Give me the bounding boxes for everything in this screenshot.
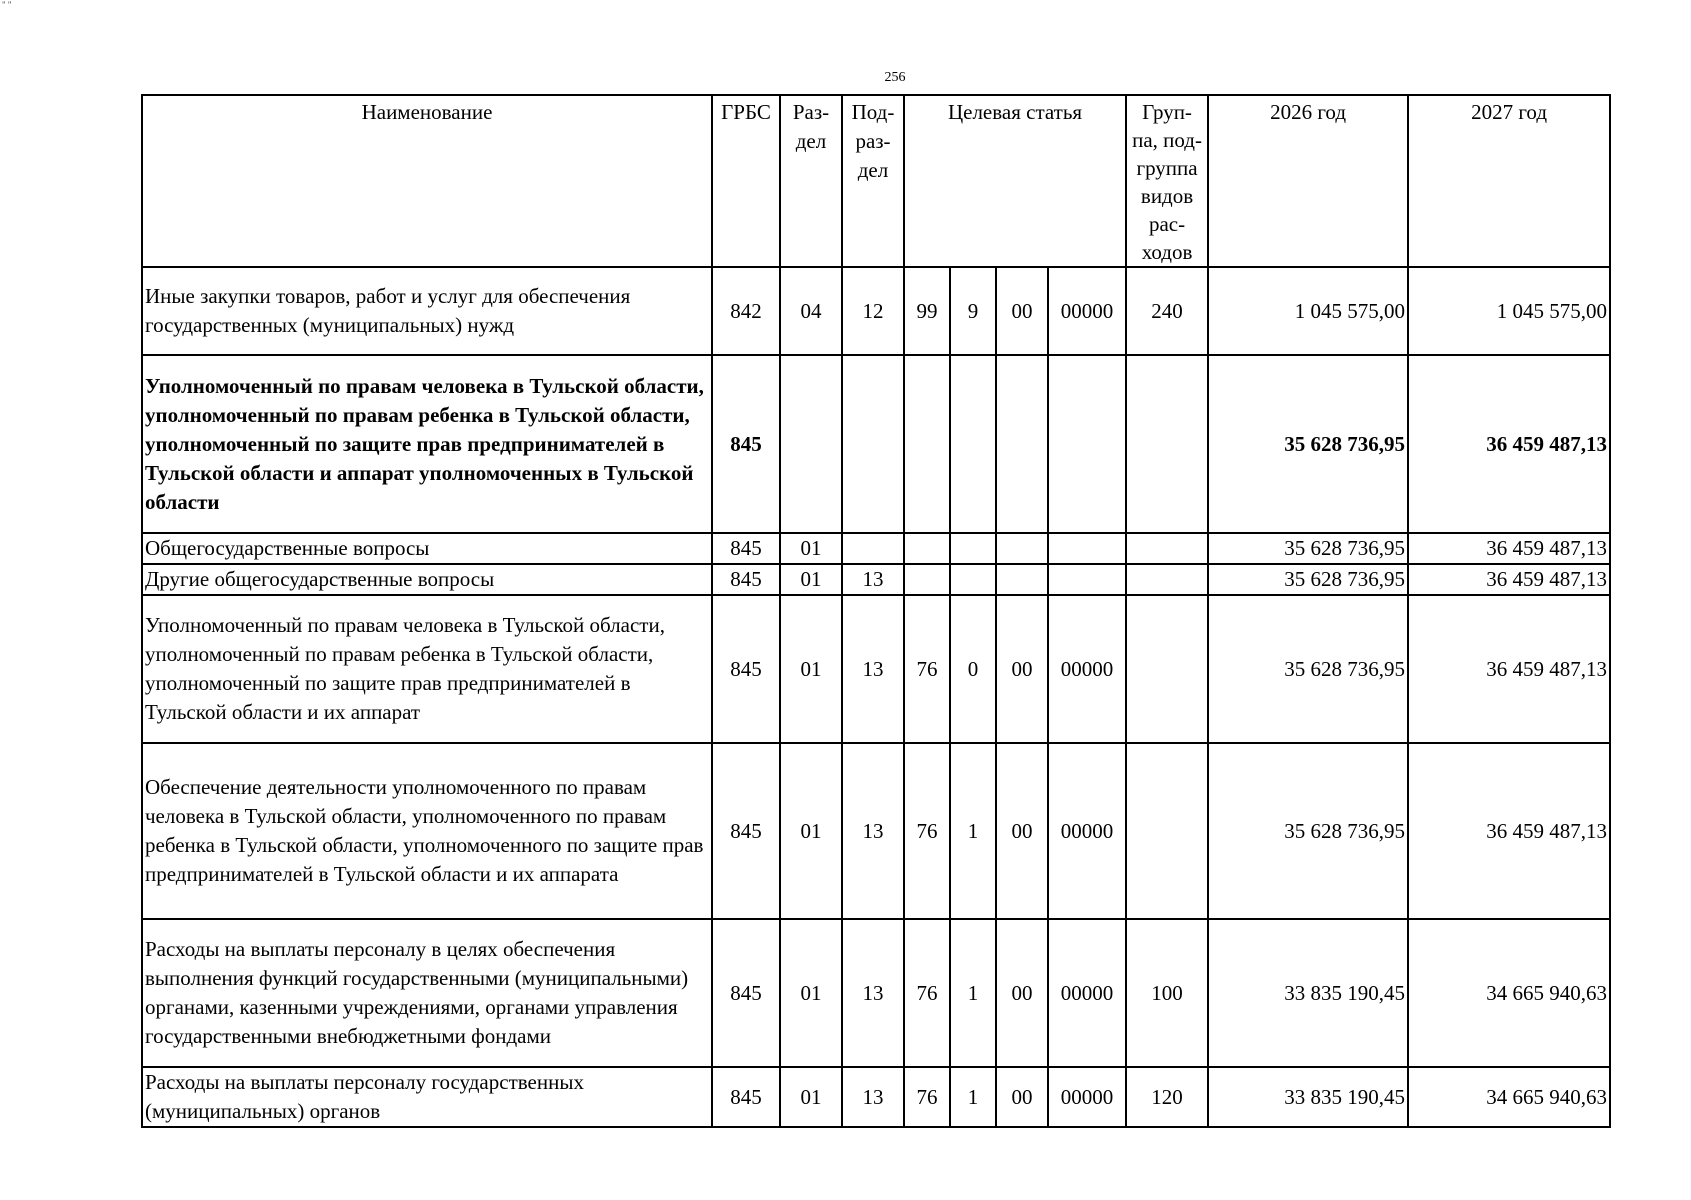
row-target-article-program: 76	[904, 919, 950, 1067]
row-grbs: 845	[712, 1067, 780, 1127]
header-podrazdel: Под- раз- дел	[842, 95, 904, 267]
row-name: Общегосударственные вопросы	[142, 533, 712, 564]
row-target-article-section	[996, 355, 1048, 533]
table-row	[142, 355, 1610, 533]
row-razdel: 01	[780, 533, 842, 564]
row-name: Уполномоченный по правам человека в Тульской области, уполномоченный по правам ребенка в Тульской области, уполномоченный по защите прав предпринимателей в Тульской области и их аппарат	[142, 595, 712, 743]
header-name: Наименование	[142, 95, 712, 267]
row-expense-group	[1126, 533, 1208, 564]
header-target-article: Целевая статья	[904, 95, 1126, 267]
row-grbs: 845	[712, 564, 780, 595]
row-target-article-program: 99	[904, 267, 950, 355]
row-amount-2026: 33 835 190,45	[1208, 919, 1408, 1067]
row-target-article-section: 00	[996, 743, 1048, 919]
row-target-article-section: 00	[996, 1067, 1048, 1127]
row-podrazdel: 13	[842, 743, 904, 919]
table-row	[142, 267, 1610, 355]
row-expense-group: 240	[1126, 267, 1208, 355]
row-razdel: 04	[780, 267, 842, 355]
row-target-article-type: 1	[950, 1067, 996, 1127]
row-target-article-section: 00	[996, 919, 1048, 1067]
row-target-article-section	[996, 533, 1048, 564]
row-expense-group: 100	[1126, 919, 1208, 1067]
row-target-article-direction	[1048, 564, 1126, 595]
row-amount-2026: 35 628 736,95	[1208, 355, 1408, 533]
row-expense-group	[1126, 743, 1208, 919]
row-target-article-direction: 00000	[1048, 919, 1126, 1067]
row-podrazdel: 13	[842, 595, 904, 743]
row-amount-2026: 35 628 736,95	[1208, 595, 1408, 743]
row-amount-2026: 35 628 736,95	[1208, 743, 1408, 919]
row-target-article-type: 0	[950, 595, 996, 743]
row-grbs: 845	[712, 533, 780, 564]
row-target-article-program	[904, 355, 950, 533]
row-name: Расходы на выплаты персоналу государственных (муниципальных) органов	[142, 1067, 712, 1127]
row-target-article-direction: 00000	[1048, 743, 1126, 919]
row-target-article-program: 76	[904, 1067, 950, 1127]
table-row	[142, 533, 1610, 564]
header-year-2027: 2027 год	[1408, 95, 1610, 267]
row-target-article-program	[904, 564, 950, 595]
row-target-article-program: 76	[904, 743, 950, 919]
row-amount-2027: 36 459 487,13	[1408, 743, 1610, 919]
row-amount-2027: 36 459 487,13	[1408, 564, 1610, 595]
header-year-2026: 2026 год	[1208, 95, 1408, 267]
row-target-article-section: 00	[996, 267, 1048, 355]
row-target-article-section: 00	[996, 595, 1048, 743]
row-amount-2027: 36 459 487,13	[1408, 595, 1610, 743]
row-grbs: 842	[712, 267, 780, 355]
row-target-article-direction: 00000	[1048, 267, 1126, 355]
row-target-article-direction	[1048, 533, 1126, 564]
corner-mark: " "	[2, 0, 12, 10]
row-target-article-type: 1	[950, 743, 996, 919]
row-name: Уполномоченный по правам человека в Тульской области, уполномоченный по правам ребенка в Тульской области, уполномоченный по защите прав предпринимателей в Тульской области и аппарат уполномоченных в Тульской области	[142, 355, 712, 533]
row-target-article-section	[996, 564, 1048, 595]
header-grbs: ГРБС	[712, 95, 780, 267]
row-razdel: 01	[780, 595, 842, 743]
row-podrazdel: 12	[842, 267, 904, 355]
row-podrazdel	[842, 533, 904, 564]
row-amount-2027: 36 459 487,13	[1408, 355, 1610, 533]
row-target-article-type	[950, 355, 996, 533]
table-row	[142, 743, 1610, 919]
row-target-article-direction	[1048, 355, 1126, 533]
page-number: 256	[884, 70, 906, 85]
row-amount-2027: 36 459 487,13	[1408, 533, 1610, 564]
row-target-article-direction: 00000	[1048, 595, 1126, 743]
row-target-article-program: 76	[904, 595, 950, 743]
row-amount-2026: 35 628 736,95	[1208, 564, 1408, 595]
row-target-article-type	[950, 564, 996, 595]
row-razdel: 01	[780, 564, 842, 595]
row-razdel: 01	[780, 919, 842, 1067]
row-amount-2026: 33 835 190,45	[1208, 1067, 1408, 1127]
budget-table	[141, 94, 1611, 1128]
table-row	[142, 1067, 1610, 1127]
row-expense-group	[1126, 564, 1208, 595]
row-target-article-program	[904, 533, 950, 564]
row-grbs: 845	[712, 595, 780, 743]
row-podrazdel: 13	[842, 1067, 904, 1127]
row-amount-2027: 34 665 940,63	[1408, 919, 1610, 1067]
row-name: Обеспечение деятельности уполномоченного по правам человека в Тульской области, уполномоченного по правам ребенка в Тульской области, уполномоченного по защите прав предпринимателей в Тульской области и их аппарата	[142, 743, 712, 919]
table-row	[142, 919, 1610, 1067]
row-amount-2026: 35 628 736,95	[1208, 533, 1408, 564]
row-expense-group	[1126, 355, 1208, 533]
row-name: Другие общегосударственные вопросы	[142, 564, 712, 595]
row-expense-group	[1126, 595, 1208, 743]
row-podrazdel	[842, 355, 904, 533]
table-row	[142, 564, 1610, 595]
row-name: Расходы на выплаты персоналу в целях обеспечения выполнения функций государственными (муниципальными) органами, казенными учреждениями, органами управления государственными внебюджетными фондами	[142, 919, 712, 1067]
row-amount-2026: 1 045 575,00	[1208, 267, 1408, 355]
row-razdel: 01	[780, 743, 842, 919]
row-amount-2027: 1 045 575,00	[1408, 267, 1610, 355]
row-podrazdel: 13	[842, 919, 904, 1067]
row-razdel: 01	[780, 1067, 842, 1127]
table-header-row	[142, 95, 1610, 267]
row-target-article-type	[950, 533, 996, 564]
row-grbs: 845	[712, 743, 780, 919]
row-amount-2027: 34 665 940,63	[1408, 1067, 1610, 1127]
table-row	[142, 595, 1610, 743]
row-expense-group: 120	[1126, 1067, 1208, 1127]
row-target-article-type: 1	[950, 919, 996, 1067]
row-grbs: 845	[712, 355, 780, 533]
row-name: Иные закупки товаров, работ и услуг для обеспечения государственных (муниципальных) нужд	[142, 267, 712, 355]
row-grbs: 845	[712, 919, 780, 1067]
table-body	[142, 267, 1610, 1127]
row-target-article-direction: 00000	[1048, 1067, 1126, 1127]
header-expense-group: Груп- па, под- группа видов рас- ходов	[1126, 95, 1208, 267]
row-podrazdel: 13	[842, 564, 904, 595]
header-razdel: Раз- дел	[780, 95, 842, 267]
row-target-article-type: 9	[950, 267, 996, 355]
row-razdel	[780, 355, 842, 533]
